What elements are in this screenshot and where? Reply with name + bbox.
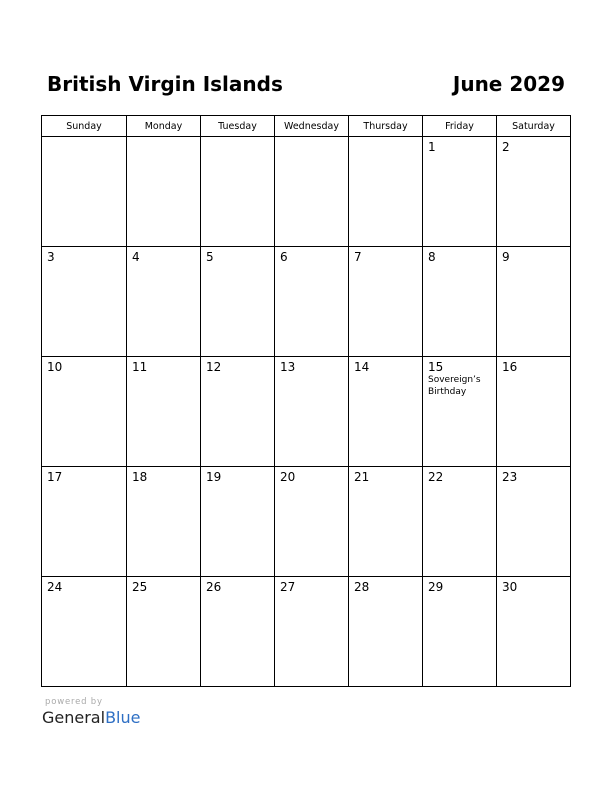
day-cell <box>497 137 571 247</box>
calendar-grid <box>41 115 571 687</box>
day-cell <box>423 577 497 687</box>
day-number: 30 <box>502 580 518 594</box>
day-number: 20 <box>280 470 296 484</box>
day-number: 14 <box>354 360 370 374</box>
day-cell <box>349 357 423 467</box>
holiday-label: Sovereign’s Birthday <box>428 375 481 397</box>
weekday-header: Thursday <box>349 116 423 137</box>
day-number: 29 <box>428 580 444 594</box>
weekday-header-row <box>42 116 571 137</box>
day-number: 10 <box>47 360 63 374</box>
calendar-month: June 2029 <box>452 72 565 96</box>
day-cell <box>275 137 349 247</box>
day-number <box>349 137 422 140</box>
day-cell <box>275 467 349 577</box>
day-number: 21 <box>354 470 370 484</box>
day-number: 23 <box>502 470 518 484</box>
weekday-header: Tuesday <box>201 116 275 137</box>
day-number: 19 <box>206 470 222 484</box>
day-number <box>42 137 126 140</box>
day-number: 24 <box>47 580 63 594</box>
day-cell <box>275 357 349 467</box>
day-number: 27 <box>280 580 296 594</box>
week-row <box>42 577 571 687</box>
brand-blue-text: Blue <box>105 708 141 727</box>
day-cell <box>275 577 349 687</box>
week-row <box>42 137 571 247</box>
day-number: 1 <box>428 140 436 154</box>
day-number <box>275 137 348 140</box>
day-cell <box>42 247 127 357</box>
day-cell <box>349 247 423 357</box>
day-number: 16 <box>502 360 518 374</box>
day-number: 3 <box>47 250 55 264</box>
day-number: 4 <box>132 250 140 264</box>
generalblue-logo[interactable] <box>42 708 140 728</box>
day-cell-holiday <box>423 357 497 467</box>
calendar-title: British Virgin Islands <box>47 72 283 96</box>
day-number <box>201 137 274 140</box>
day-cell <box>42 137 127 247</box>
day-cell <box>127 357 201 467</box>
week-row <box>42 467 571 577</box>
day-cell <box>423 137 497 247</box>
day-number: 8 <box>428 250 436 264</box>
week-row <box>42 357 571 467</box>
day-cell <box>423 247 497 357</box>
day-number: 11 <box>132 360 148 374</box>
day-number: 6 <box>280 250 288 264</box>
day-cell <box>127 247 201 357</box>
day-number: 26 <box>206 580 222 594</box>
day-number: 25 <box>132 580 148 594</box>
day-number: 17 <box>47 470 63 484</box>
weekday-header: Saturday <box>497 116 571 137</box>
day-cell <box>42 577 127 687</box>
day-cell <box>349 577 423 687</box>
day-number: 2 <box>502 140 510 154</box>
day-cell <box>201 247 275 357</box>
day-number: 18 <box>132 470 148 484</box>
weekday-header: Monday <box>127 116 201 137</box>
day-cell <box>497 247 571 357</box>
day-cell <box>497 467 571 577</box>
day-number: 9 <box>502 250 510 264</box>
day-number: 5 <box>206 250 214 264</box>
day-cell <box>42 467 127 577</box>
day-cell <box>349 137 423 247</box>
day-cell <box>201 577 275 687</box>
day-cell <box>497 357 571 467</box>
day-cell <box>201 467 275 577</box>
day-cell <box>349 467 423 577</box>
day-number <box>127 137 200 140</box>
powered-by-label: powered by <box>45 697 103 707</box>
day-cell <box>42 357 127 467</box>
week-row <box>42 247 571 357</box>
day-cell <box>275 247 349 357</box>
weekday-header: Friday <box>423 116 497 137</box>
day-cell <box>497 577 571 687</box>
day-number: 12 <box>206 360 222 374</box>
weekday-header: Wednesday <box>275 116 349 137</box>
weekday-header: Sunday <box>42 116 127 137</box>
day-number: 28 <box>354 580 370 594</box>
day-number: 22 <box>428 470 444 484</box>
day-number: 7 <box>354 250 362 264</box>
brand-general-text: General <box>42 708 106 727</box>
day-cell <box>423 467 497 577</box>
day-cell <box>201 137 275 247</box>
day-cell <box>127 137 201 247</box>
day-cell <box>127 467 201 577</box>
day-number: 15 <box>428 360 444 374</box>
day-cell <box>127 577 201 687</box>
day-number: 13 <box>280 360 296 374</box>
day-cell <box>201 357 275 467</box>
